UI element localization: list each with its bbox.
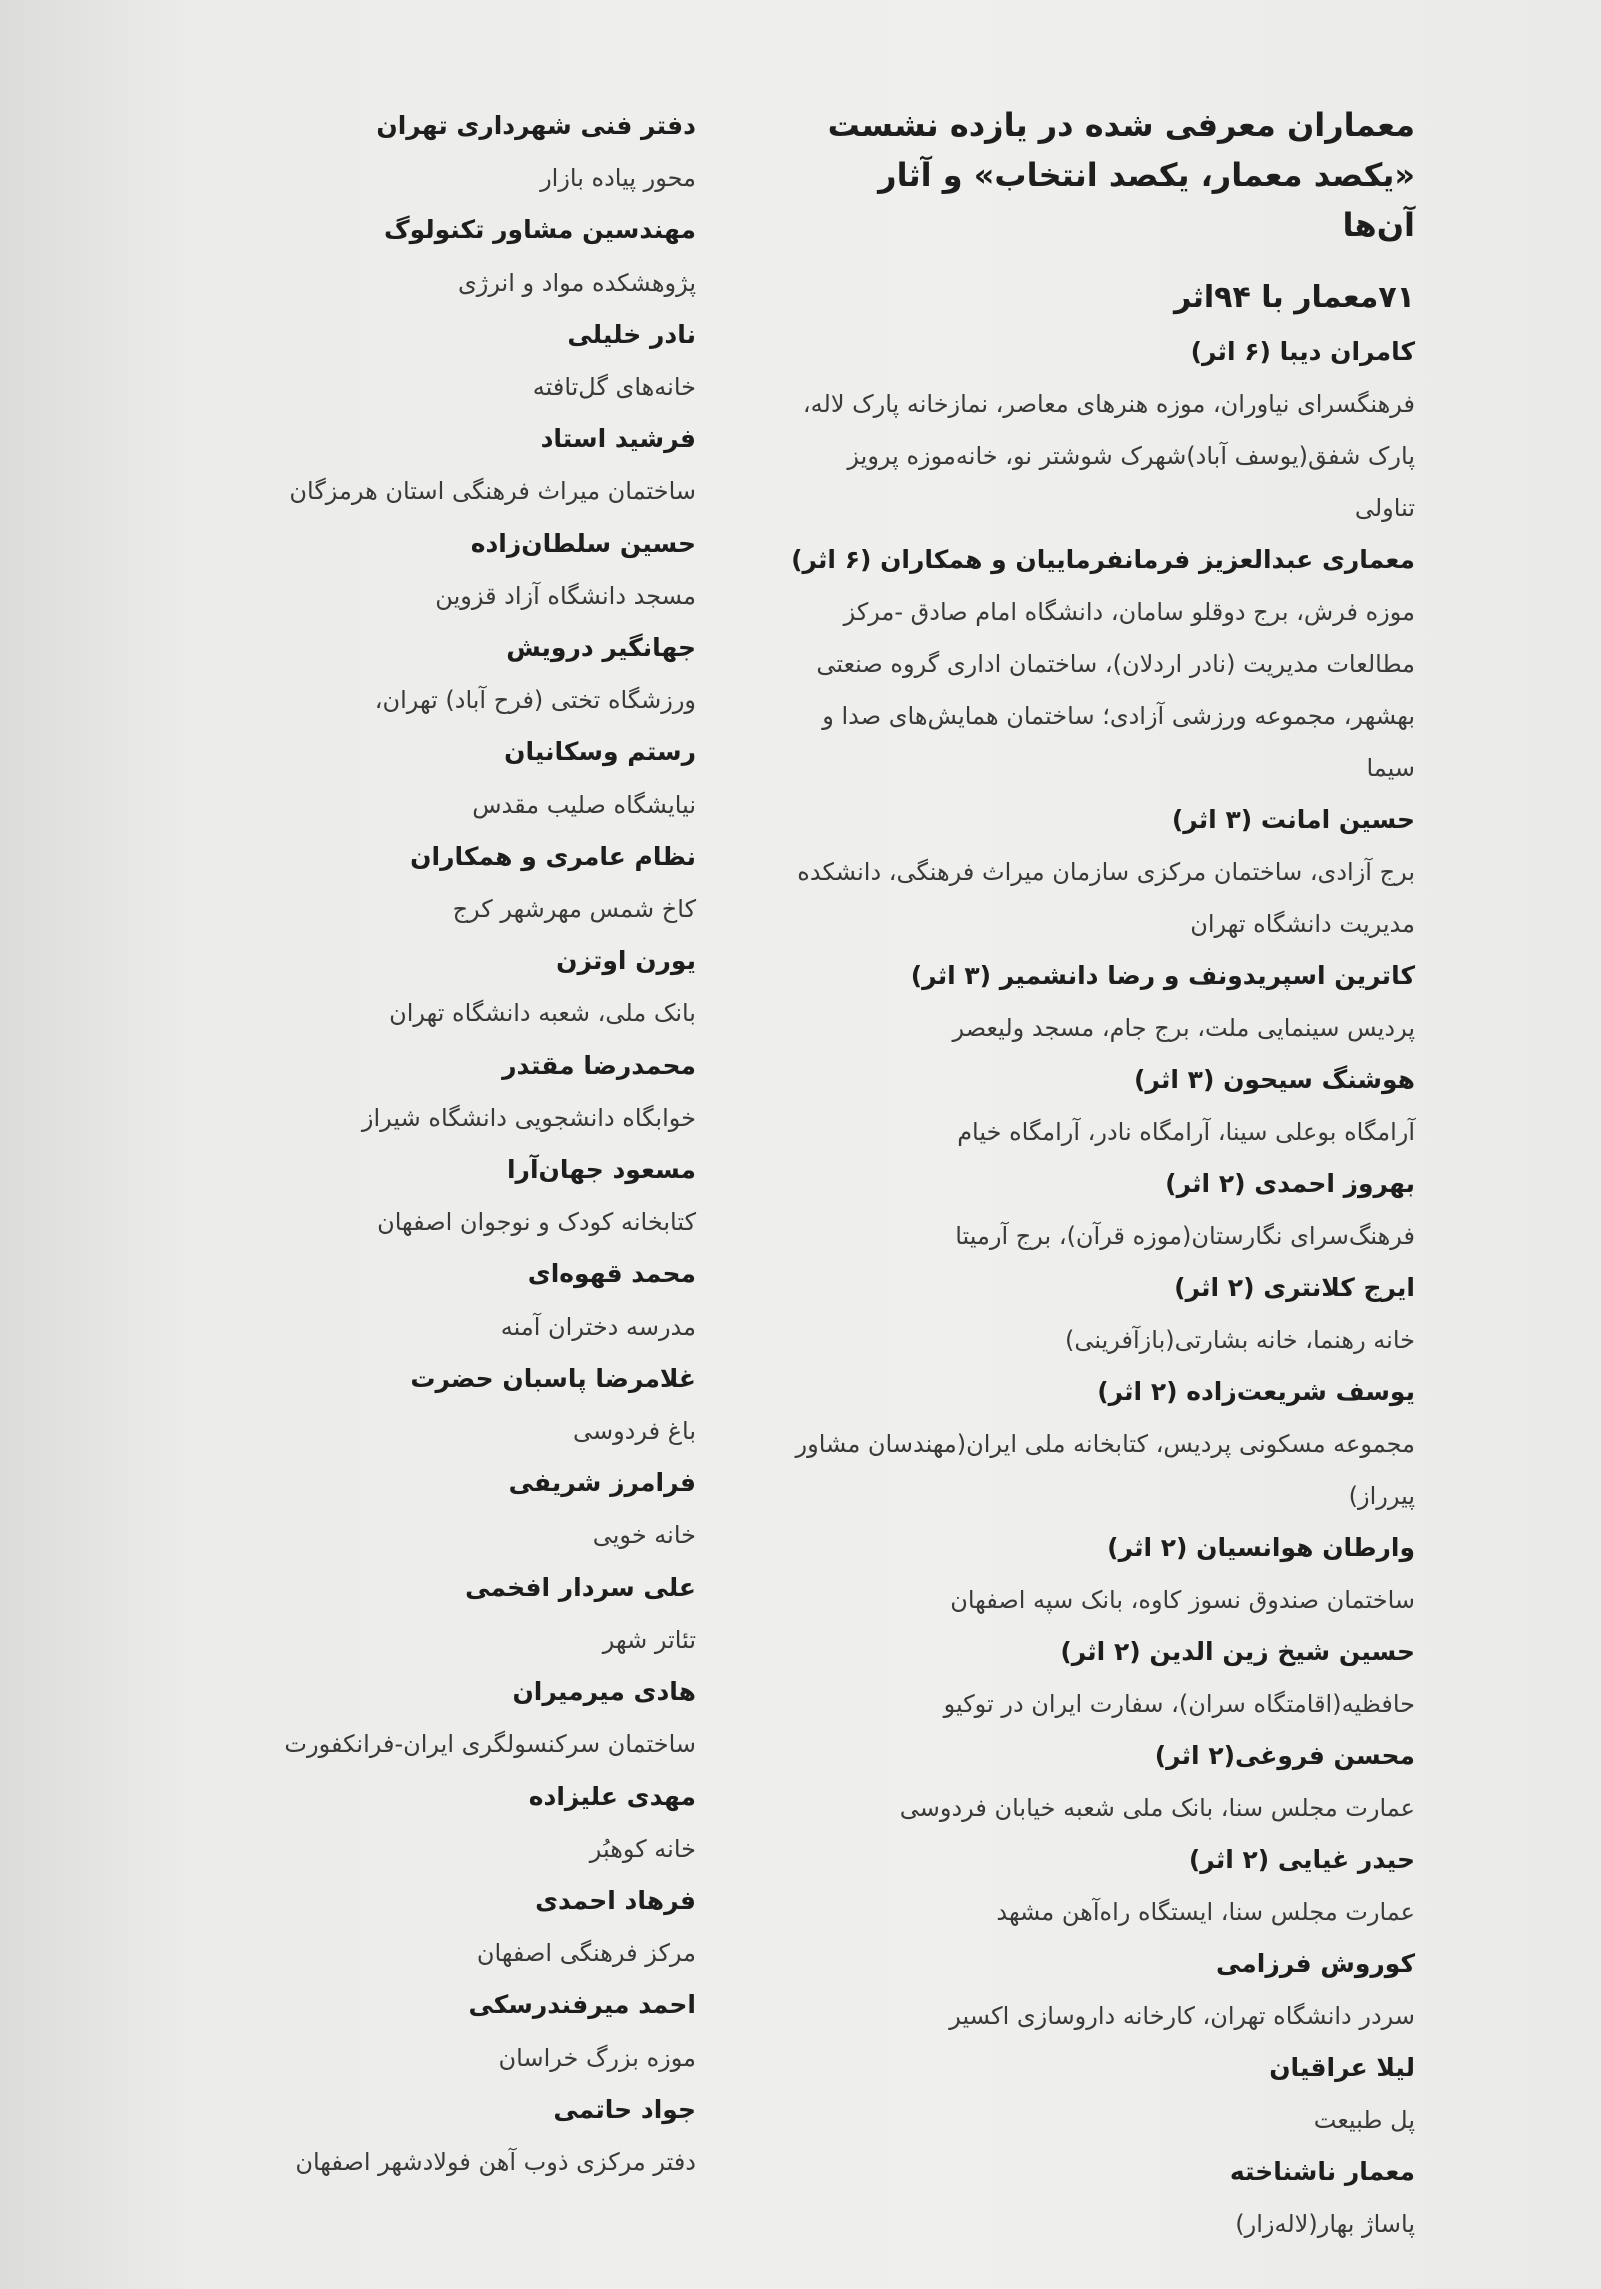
architect-name: حسین سلطان‌زاده — [470, 528, 696, 558]
works-list: دفتر مرکزی ذوب آهن فولادشهر اصفهان — [295, 2147, 696, 2176]
works-list: پل طبیعت — [1313, 2106, 1415, 2134]
list-item — [795, 1522, 1415, 1626]
list-item — [176, 1771, 696, 1875]
list-item — [176, 518, 696, 622]
works-list: مسجد دانشگاه آزاد قزوین — [435, 581, 696, 610]
architect-name: حیدر غیایی (۲ اثر) — [1188, 1845, 1415, 1874]
list-item — [795, 794, 1415, 950]
architect-name: هادی میرمیران — [512, 1677, 696, 1707]
list-item — [176, 622, 696, 726]
works-list: فرهنگ‌سرای نگارستان(موزه قرآن)، برج آرمیتا — [955, 1222, 1415, 1250]
architect-name: کوروش فرزامی — [1216, 1949, 1415, 1978]
architect-name: ایرج کلانتری (۲ اثر) — [1174, 1273, 1415, 1302]
left-column — [176, 100, 696, 2188]
list-item — [176, 2084, 696, 2188]
works-list: خوابگاه دانشجویی دانشگاه شیراز — [361, 1103, 696, 1132]
works-list: پاساژ بهار(لاله‌زار) — [1235, 2210, 1415, 2238]
list-item — [795, 1262, 1415, 1366]
works-list: کاخ شمس مهرشهر کرج — [452, 895, 696, 924]
works-list: پژوهشکده مواد و انرژی — [457, 268, 696, 297]
works-list: موزه بزرگ خراسان — [498, 2043, 696, 2072]
architect-name: حسین امانت (۳ اثر) — [1171, 805, 1415, 834]
architect-name: هوشنگ سیحون (۳ اثر) — [1134, 1065, 1415, 1094]
architect-name: نظام عامری و همکاران — [410, 841, 696, 871]
list-item — [795, 1366, 1415, 1522]
works-list: ساختمان سرکنسولگری ایران-فرانکفورت — [284, 1730, 696, 1759]
list-item — [791, 534, 1415, 794]
list-item — [795, 1054, 1415, 1158]
list-item — [795, 1158, 1415, 1262]
works-list: تئاتر شهر — [602, 1625, 696, 1654]
architect-name: نادر خلیلی — [567, 319, 696, 349]
architect-name: کاترین اسپریدونف و رضا دانشمیر (۳ اثر) — [910, 961, 1415, 990]
works-list: ساختمان میراث فرهنگی استان هرمزگان — [289, 477, 696, 506]
list-item — [795, 950, 1415, 1054]
works-list: باغ فردوسی — [572, 1417, 696, 1446]
architect-name: کامران دیبا (۶ اثر) — [1190, 337, 1415, 366]
architect-name: غلامرضا پاسبان حضرت — [410, 1363, 696, 1393]
works-list: سردر دانشگاه تهران، کارخانه داروسازی اکسیر — [949, 2002, 1415, 2030]
list-item — [795, 1626, 1415, 1730]
list-item — [176, 1040, 696, 1144]
list-item — [176, 1457, 696, 1561]
list-item — [795, 1730, 1415, 1834]
list-item — [176, 831, 696, 935]
list-item — [176, 1979, 696, 2083]
architect-name: فرشید استاد — [540, 424, 696, 454]
architect-name: احمد میرفندرسکی — [468, 1990, 696, 2020]
works-list: آرامگاه بوعلی سینا، آرامگاه نادر، آرامگاه خیام — [957, 1118, 1415, 1146]
works-list: خانه رهنما، خانه بشارتی(بازآفرینی) — [1065, 1326, 1415, 1354]
right-column — [791, 100, 1415, 2250]
works-list: برج آزادی، ساختمان مرکزی سازمان میراث فرهنگی، دانشکده مدیریت دانشگاه تهران — [797, 858, 1415, 938]
architect-name: مهندسین مشاور تکنولوگ — [383, 215, 696, 245]
architect-name: جهانگیر درویش — [506, 633, 696, 663]
architect-name: رستم وسکانیان — [504, 737, 696, 767]
architect-name: مسعود جهان‌آرا — [506, 1155, 696, 1185]
architect-name: محسن فروغی(۲ اثر) — [1154, 1741, 1415, 1770]
works-list: کتابخانه کودک و نوجوان اصفهان — [377, 1208, 696, 1237]
architect-name: معماری عبدالعزیز فرمانفرماییان و همکاران (۶ اثر) — [791, 545, 1415, 574]
works-list: ورزشگاه تختی (فرح آباد) تهران، — [374, 686, 696, 715]
list-item — [176, 100, 696, 204]
architect-name: حسین شیخ زین الدین (۲ اثر) — [1060, 1637, 1415, 1666]
architect-name: فرامرز شریفی — [508, 1468, 696, 1498]
architect-name: یوسف شریعت‌زاده (۲ اثر) — [1097, 1377, 1415, 1406]
works-list: بانک ملی، شعبه دانشگاه تهران — [389, 999, 696, 1028]
list-item — [795, 326, 1415, 534]
architect-name: مهدی علیزاده — [528, 1781, 696, 1811]
works-list: فرهنگسرای نیاوران، موزه هنرهای معاصر، نمازخانه پارک لاله، پارک شفق(یوسف آباد)شهرک شوشتر نو، خانه‌موزه پرویز تناولی — [802, 390, 1415, 522]
works-list: نیایشگاه صلیب مقدس — [472, 790, 696, 819]
works-list: عمارت مجلس سنا، بانک ملی شعبه خیابان فردوسی — [899, 1794, 1415, 1822]
architect-name: دفتر فنی شهرداری تهران — [376, 111, 696, 140]
architect-name: لیلا عراقیان — [1269, 2053, 1415, 2082]
list-item — [176, 204, 696, 308]
works-list: خانه کوهبُر — [589, 1834, 696, 1863]
architect-name: فرهاد احمدی — [535, 1885, 696, 1915]
works-list: مجموعه مسکونی پردیس، کتابخانه ملی ایران(مهندسان مشاور پیرراز) — [795, 1430, 1415, 1510]
list-item — [176, 309, 696, 413]
list-item — [795, 2146, 1415, 2250]
works-list: عمارت مجلس سنا، ایستگاه راه‌آهن مشهد — [996, 1898, 1415, 1926]
works-list: مرکز فرهنگی اصفهان — [476, 1939, 696, 1968]
list-item — [176, 1562, 696, 1666]
list-item — [176, 1666, 696, 1770]
page-subtitle: ۷۱معمار با ۹۴اثر — [1173, 280, 1415, 315]
architect-name: محمدرضا مقتدر — [502, 1050, 696, 1080]
works-list: حافظیه(اقامتگاه سران)، سفارت ایران در توکیو — [943, 1690, 1415, 1718]
list-item — [176, 1875, 696, 1979]
architect-name: جواد حاتمی — [553, 2094, 696, 2124]
works-list: موزه فرش، برج دوقلو سامان، دانشگاه امام صادق -مرکز مطالعات مدیریت (نادر اردلان)، ساختمان اداری گروه صنعتی بهشهر، مجموعه ورزشی آزادی؛ ساختمان همایش‌های صدا و سیما — [816, 598, 1415, 782]
list-item — [795, 1938, 1415, 2042]
list-item — [176, 1353, 696, 1457]
list-item — [176, 1248, 696, 1352]
architect-name: معمار ناشناخته — [1229, 2157, 1415, 2186]
list-item — [176, 413, 696, 517]
architect-name: بهروز احمدی (۲ اثر) — [1165, 1169, 1415, 1198]
works-list: محور پیاده بازار — [540, 164, 696, 193]
architect-name: یورن اوتزن — [556, 946, 696, 976]
list-item — [795, 1834, 1415, 1938]
works-list: ساختمان صندوق نسوز کاوه، بانک سپه اصفهان — [950, 1586, 1415, 1614]
works-list: خانه‌های گل‌تافته — [532, 373, 696, 402]
list-item — [795, 2042, 1415, 2146]
architect-name: وارطان هوانسیان (۲ اثر) — [1107, 1533, 1415, 1562]
architect-name: محمد قهوه‌ای — [527, 1259, 696, 1289]
list-item — [176, 1144, 696, 1248]
list-item — [176, 726, 696, 830]
architect-name: علی سردار افخمی — [465, 1572, 696, 1602]
works-list: خانه خویی — [592, 1521, 696, 1550]
list-item — [176, 935, 696, 1039]
works-list: پردیس سینمایی ملت، برج جام، مسجد ولیعصر — [952, 1014, 1415, 1042]
page-title: معماران معرفی شده در یازده نشست «یکصد معمار، یکصد انتخاب» و آثار آن‌ها — [827, 106, 1415, 244]
works-list: مدرسه دختران آمنه — [500, 1312, 696, 1341]
